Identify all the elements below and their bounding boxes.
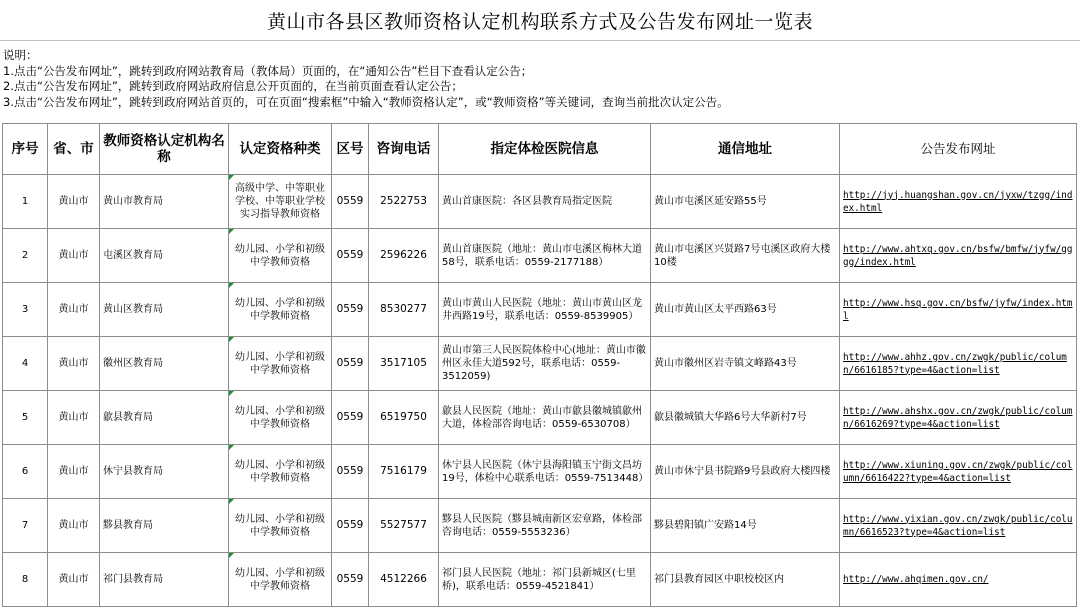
notes-block — [3, 48, 729, 110]
table-row — [3, 175, 1077, 229]
cell-phone: 5527577 — [369, 499, 439, 553]
cell-phone: 8530277 — [369, 283, 439, 337]
cell-no: 4 — [3, 337, 48, 391]
cell-hospital: 黄山市第三人民医院体检中心(地址：黄山市徽州区永佳大道592号，联系电话：0559-3512059) — [439, 337, 651, 391]
announcement-link[interactable]: http://jyj.huangshan.gov.cn/jyxw/tzgg/index.html — [840, 175, 1077, 229]
cell-phone: 7516179 — [369, 445, 439, 499]
cell-city: 黄山市 — [48, 391, 100, 445]
cell-phone: 4512266 — [369, 553, 439, 607]
cell-type: 幼儿园、小学和初级中学教师资格 — [229, 337, 332, 391]
table-row — [3, 445, 1077, 499]
cell-area-code: 0559 — [332, 445, 369, 499]
note-line-1: 1.点击“公告发布网址”，跳转到政府网站教育局（教体局）页面的，在“通知公告”栏目下查看认定公告； — [3, 63, 533, 78]
cell-address: 黄山市休宁县书院路9号县政府大楼四楼 — [651, 445, 840, 499]
cell-org: 祁门县教育局 — [100, 553, 229, 607]
cell-no: 5 — [3, 391, 48, 445]
cell-phone: 2596226 — [369, 229, 439, 283]
cell-area-code: 0559 — [332, 499, 369, 553]
cell-hospital: 黄山市黄山人民医院（地址：黄山市黄山区龙井西路19号，联系电话：0559-8539905） — [439, 283, 651, 337]
table-row — [3, 337, 1077, 391]
note-line-3: 3.点击“公告发布网址”，跳转到政府网站首页的，可在页面“搜索框”中输入“教师资格认定”，或“教师资格”等关键词，查询当前批次认定公告。 — [3, 94, 729, 109]
table-row — [3, 283, 1077, 337]
cell-city: 黄山市 — [48, 283, 100, 337]
cell-address: 黄山市屯溪区兴贤路7号屯溪区政府大楼10楼 — [651, 229, 840, 283]
cell-org: 徽州区教育局 — [100, 337, 229, 391]
header-org: 教师资格认定机构名称 — [100, 124, 229, 175]
cell-area-code: 0559 — [332, 391, 369, 445]
cell-area-code: 0559 — [332, 175, 369, 229]
header-phone: 咨询电话 — [369, 124, 439, 175]
cell-city: 黄山市 — [48, 553, 100, 607]
cell-hospital: 黄山首康医院（地址：黄山市屯溪区梅林大道58号，联系电话：0559-2177188） — [439, 229, 651, 283]
cell-city: 黄山市 — [48, 499, 100, 553]
cell-city: 黄山市 — [48, 229, 100, 283]
cell-hospital: 祁门县人民医院（地址：祁门县新城区(七里桥)，联系电话：0559-4521841） — [439, 553, 651, 607]
cell-address: 黄山市徽州区岩寺镇文峰路43号 — [651, 337, 840, 391]
table-row — [3, 499, 1077, 553]
cell-org: 休宁县教育局 — [100, 445, 229, 499]
cell-area-code: 0559 — [332, 229, 369, 283]
cell-type: 幼儿园、小学和初级中学教师资格 — [229, 283, 332, 337]
announcement-link[interactable]: http://www.ahqimen.gov.cn/ — [840, 553, 1077, 607]
cell-type: 幼儿园、小学和初级中学教师资格 — [229, 553, 332, 607]
announcement-link[interactable]: http://www.yixian.gov.cn/zwgk/public/column/6616523?type=4&action=list — [840, 499, 1077, 553]
cell-org: 黄山区教育局 — [100, 283, 229, 337]
announcement-link[interactable]: http://www.hsq.gov.cn/bsfw/jyfw/index.html — [840, 283, 1077, 337]
header-city: 省、市 — [48, 124, 100, 175]
cell-area-code: 0559 — [332, 553, 369, 607]
cell-org: 歙县教育局 — [100, 391, 229, 445]
cell-hospital: 歙县人民医院（地址：黄山市歙县徽城镇歙州大道，体检部咨询电话：0559-6530708） — [439, 391, 651, 445]
cell-phone: 3517105 — [369, 337, 439, 391]
note-line-2: 2.点击“公告发布网址”，跳转到政府网站政府信息公开页面的，在当前页面查看认定公告； — [3, 79, 463, 93]
cell-hospital: 休宁县人民医院（休宁县海阳镇玉宁街文昌坊19号，体检中心联系电话：0559-7513448） — [439, 445, 651, 499]
cell-area-code: 0559 — [332, 337, 369, 391]
cell-no: 2 — [3, 229, 48, 283]
cell-no: 8 — [3, 553, 48, 607]
cell-type: 幼儿园、小学和初级中学教师资格 — [229, 499, 332, 553]
table-row — [3, 553, 1077, 607]
announcement-link[interactable]: http://www.ahshx.gov.cn/zwgk/public/column/6616269?type=4&action=list — [840, 391, 1077, 445]
cell-address: 祁门县教育园区中职校校区内 — [651, 553, 840, 607]
cell-city: 黄山市 — [48, 175, 100, 229]
announcement-link[interactable]: http://www.xiuning.gov.cn/zwgk/public/column/6616422?type=4&action=list — [840, 445, 1077, 499]
table-row — [3, 229, 1077, 283]
cell-type: 高级中学、中等职业学校、中等职业学校实习指导教师资格 — [229, 175, 332, 229]
header-no: 序号 — [3, 124, 48, 175]
cell-org: 黟县教育局 — [100, 499, 229, 553]
cell-city: 黄山市 — [48, 445, 100, 499]
cell-hospital: 黟县人民医院（黟县城南新区宏章路，体检部咨询电话：0559-5553236） — [439, 499, 651, 553]
cell-address: 歙县徽城镇大华路6号大华新村7号 — [651, 391, 840, 445]
cell-org: 屯溪区教育局 — [100, 229, 229, 283]
contact-table — [2, 123, 1077, 607]
cell-hospital: 黄山首康医院：各区县教育局指定医院 — [439, 175, 651, 229]
cell-type: 幼儿园、小学和初级中学教师资格 — [229, 229, 332, 283]
header-row — [3, 124, 1077, 175]
header-type: 认定资格种类 — [229, 124, 332, 175]
cell-no: 6 — [3, 445, 48, 499]
cell-type: 幼儿园、小学和初级中学教师资格 — [229, 391, 332, 445]
header-address: 通信地址 — [651, 124, 840, 175]
announcement-link[interactable]: http://www.ahtxq.gov.cn/bsfw/bmfw/jyfw/gggg/index.html — [840, 229, 1077, 283]
notes-heading: 说明： — [3, 48, 38, 62]
cell-no: 7 — [3, 499, 48, 553]
cell-phone: 6519750 — [369, 391, 439, 445]
cell-area-code: 0559 — [332, 283, 369, 337]
cell-address: 黄山市黄山区太平西路63号 — [651, 283, 840, 337]
header-hospital: 指定体检医院信息 — [439, 124, 651, 175]
cell-no: 3 — [3, 283, 48, 337]
cell-address: 黟县碧阳镇广安路14号 — [651, 499, 840, 553]
page-title: 黄山市各县区教师资格认定机构联系方式及公告发布网址一览表 — [0, 0, 1080, 41]
header-area-code: 区号 — [332, 124, 369, 175]
table-row — [3, 391, 1077, 445]
header-url: 公告发布网址 — [840, 124, 1077, 175]
announcement-link[interactable]: http://www.ahhz.gov.cn/zwgk/public/column/6616185?type=4&action=list — [840, 337, 1077, 391]
cell-no: 1 — [3, 175, 48, 229]
cell-city: 黄山市 — [48, 337, 100, 391]
cell-address: 黄山市屯溪区延安路55号 — [651, 175, 840, 229]
cell-phone: 2522753 — [369, 175, 439, 229]
cell-type: 幼儿园、小学和初级中学教师资格 — [229, 445, 332, 499]
cell-org: 黄山市教育局 — [100, 175, 229, 229]
